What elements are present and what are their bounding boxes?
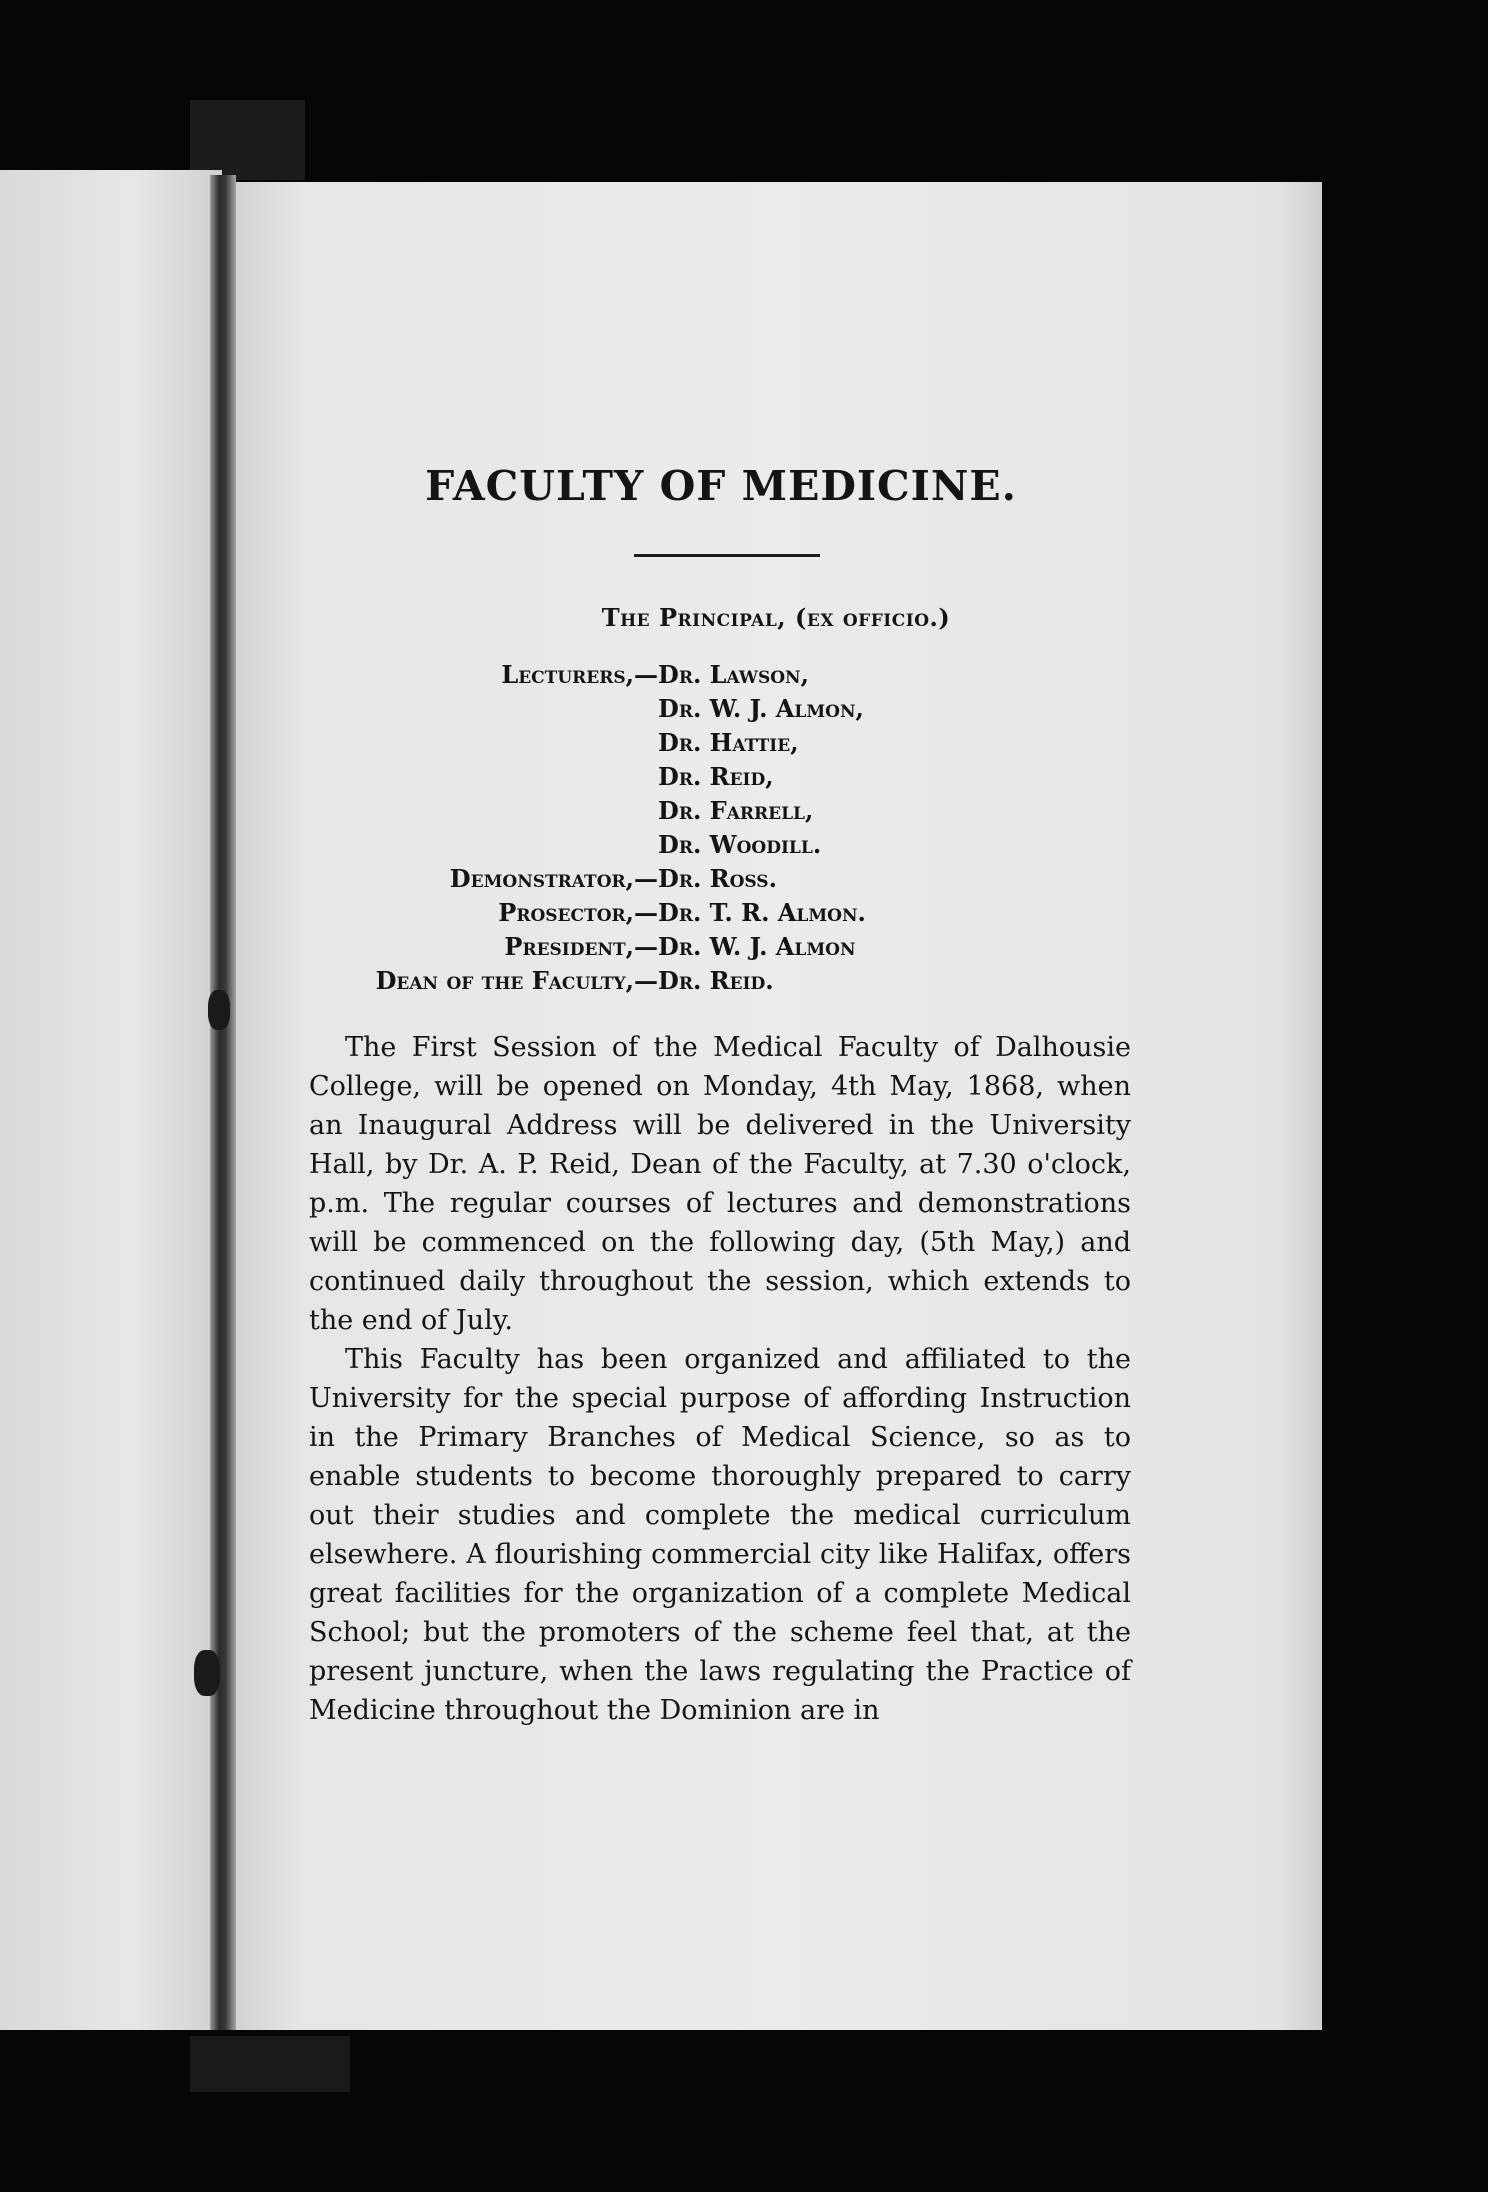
- roster-name: Dr. Reid,: [658, 762, 774, 791]
- roster-name: Dr. Farrell,: [658, 796, 814, 825]
- roster-name: Dr. Woodill.: [658, 830, 822, 859]
- roster-row: [0, 728, 1488, 762]
- roster-name: Dr. T. R. Almon.: [658, 898, 866, 927]
- principal-line: The Principal, (ex officio.): [601, 603, 951, 632]
- roster-role: Dean of the Faculty,—: [375, 966, 658, 995]
- left-page: [0, 170, 222, 2030]
- roster-row: [0, 864, 1488, 898]
- roster-name: Dr. Reid.: [658, 966, 774, 995]
- title-rule: [634, 554, 820, 557]
- roster-row: [0, 966, 1488, 1000]
- roster-row: [0, 796, 1488, 830]
- roster-name: Dr. W. J. Almon,: [658, 694, 864, 723]
- roster-row: [0, 932, 1488, 966]
- page-title: FACULTY OF MEDICINE.: [425, 462, 1017, 510]
- book-gutter: [210, 175, 236, 2030]
- roster-row: [0, 830, 1488, 864]
- roster-role: Lecturers,—: [501, 660, 658, 689]
- paragraph: The First Session of the Medical Faculty of Dalhousie College, will be opened on Monday, 4th May, 1868, when an Inaugural Address will be delivered in the University Hall, by Dr. A. P. Reid, Dean of the Faculty, at 7.30 o'clock, p.m. The regular courses of lectures and demonstrations will be commenced on the following day, (5th May,) and continued daily throughout the session, which extends to the end of July.: [309, 1032, 1131, 1336]
- roster-role: Prosector,—: [498, 898, 658, 927]
- film-edge-bottom: [190, 2036, 350, 2092]
- film-edge-top: [190, 100, 305, 180]
- paragraph: This Faculty has been organized and affiliated to the University for the special purpose of affording Instruction in the Primary Branches of Medical Science, so as to enable students to become thoroughly prepared to carry out their studies and complete the medical curriculum elsewhere. A flourishing commercial city like Halifax, offers great facilities for the organization of a complete Medical School; but the promoters of the scheme feel that, at the present juncture, when the laws regulating the Practice of Medicine throughout the Dominion are in: [309, 1344, 1131, 1726]
- roster-name: Dr. Lawson,: [658, 660, 809, 689]
- roster-row: [0, 898, 1488, 932]
- roster-row: [0, 660, 1488, 694]
- roster-row: [0, 762, 1488, 796]
- roster-name: Dr. Hattie,: [658, 728, 799, 757]
- roster-role: Demonstrator,—: [449, 864, 658, 893]
- roster-row: [0, 694, 1488, 728]
- body-text: [309, 1028, 1131, 1730]
- roster-name: Dr. W. J. Almon: [658, 932, 856, 961]
- ink-blot: [194, 1650, 220, 1696]
- roster-role: President,—: [504, 932, 658, 961]
- roster-name: Dr. Ross.: [658, 864, 777, 893]
